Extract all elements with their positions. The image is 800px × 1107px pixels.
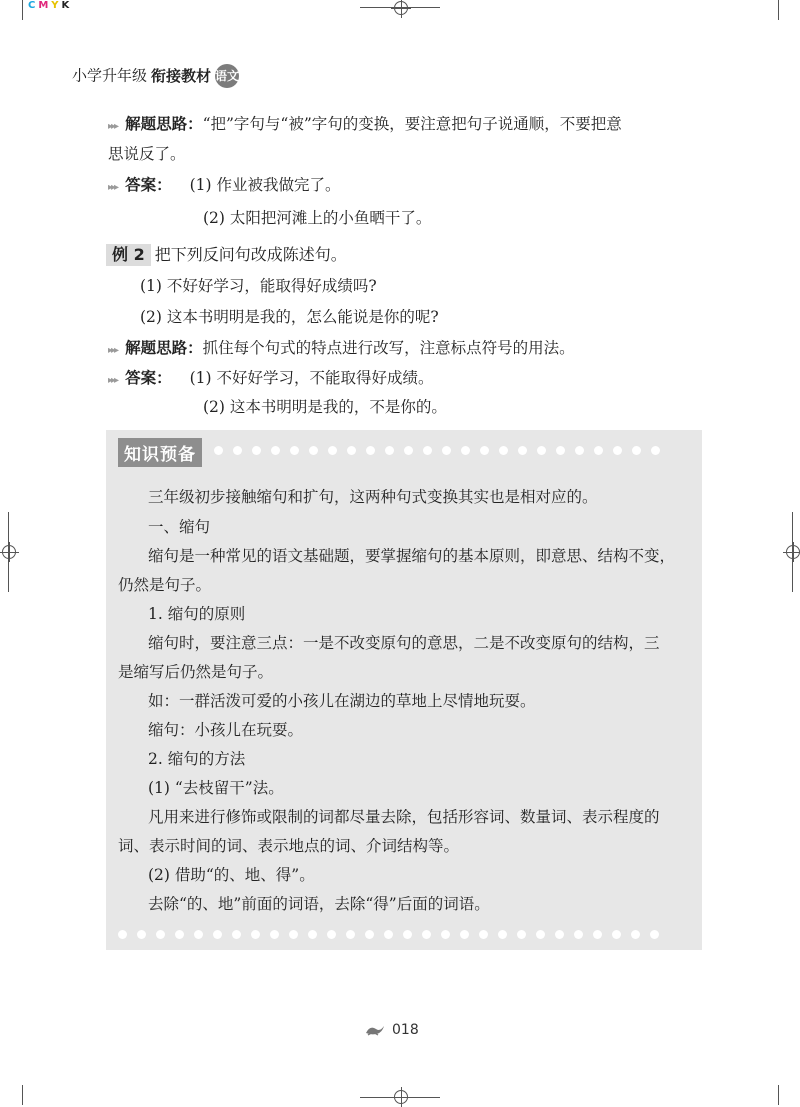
- border-dot: [461, 446, 470, 455]
- answer-text: (1) 作业被我做完了。: [189, 176, 341, 194]
- registration-mark-icon: [394, 1, 408, 15]
- header-series: 小学升年级: [72, 66, 148, 85]
- crop-mark: [22, 0, 23, 20]
- registration-mark-icon: [394, 1090, 408, 1104]
- border-dot: [479, 930, 488, 939]
- page-number-text: 018: [392, 1022, 419, 1038]
- answer-text: (1) 不好好学习，不能取得好成绩。: [189, 369, 434, 387]
- cmyk-m: M: [38, 0, 52, 11]
- crop-mark: [792, 512, 793, 592]
- border-dot: [270, 930, 279, 939]
- border-dot: [651, 446, 660, 455]
- question-2: [140, 306, 439, 328]
- registration-mark-icon: [786, 545, 800, 559]
- border-dot: [536, 930, 545, 939]
- dotted-border-top: [214, 446, 660, 456]
- border-dot: [156, 930, 165, 939]
- knowledge-line: 仍然是句子。: [118, 576, 212, 594]
- border-dot: [613, 446, 622, 455]
- border-dot: [631, 930, 640, 939]
- border-dot: [442, 446, 451, 455]
- continuation-text: 思说反了。: [108, 145, 186, 163]
- question-1: [140, 275, 377, 297]
- arrow-marker-icon: ▸▸▸: [108, 121, 118, 132]
- answer-line: [108, 367, 433, 392]
- border-dot: [593, 930, 602, 939]
- border-dot: [347, 446, 356, 455]
- border-dot: [137, 930, 146, 939]
- solution-idea-label: 解题思路：: [125, 115, 203, 133]
- border-dot: [327, 930, 336, 939]
- border-dot: [441, 930, 450, 939]
- registration-mark-icon: [2, 545, 16, 559]
- border-dot: [214, 446, 223, 455]
- cmyk-k: K: [61, 0, 73, 11]
- knowledge-box-title: 知识预备: [118, 438, 202, 467]
- border-dot: [556, 446, 565, 455]
- cmyk-y: Y: [51, 0, 62, 11]
- solution-idea-line: [108, 337, 575, 362]
- border-dot: [308, 930, 317, 939]
- subject-badge: 语文: [215, 64, 239, 88]
- border-dot: [233, 446, 242, 455]
- knowledge-line: 如：一群活泼可爱的小孩儿在湖边的草地上尽情地玩耍。: [148, 692, 536, 710]
- border-dot: [290, 446, 299, 455]
- border-dot: [499, 446, 508, 455]
- border-dot: [384, 930, 393, 939]
- running-header: [72, 64, 239, 88]
- answer-line-2: [203, 396, 447, 418]
- arrow-marker-icon: ▸▸▸: [108, 345, 118, 356]
- border-dot: [328, 446, 337, 455]
- arrow-marker-icon: ▸▸▸: [108, 375, 118, 386]
- example-2-heading: [106, 244, 347, 266]
- border-dot: [252, 446, 261, 455]
- dotted-border-bottom: [118, 930, 659, 940]
- crop-mark: [778, 1085, 779, 1105]
- knowledge-line: 是缩写后仍然是句子。: [118, 663, 274, 681]
- border-dot: [537, 446, 546, 455]
- cmyk-color-bar: [28, 0, 72, 11]
- example-prompt: 把下列反问句改成陈述句。: [154, 245, 347, 264]
- border-dot: [289, 930, 298, 939]
- solution-idea-text: “把”字句与“被”字句的变换，要注意把句子说通顺，不要把意: [202, 115, 622, 133]
- answer-label: 答案：: [125, 369, 172, 387]
- border-dot: [404, 446, 413, 455]
- border-dot: [575, 446, 584, 455]
- border-dot: [271, 446, 280, 455]
- knowledge-line: 一、缩句: [148, 518, 211, 536]
- knowledge-line: 凡用来进行修饰或限制的词都尽量去除，包括形容词、数量词、表示程度的: [148, 808, 660, 826]
- knowledge-line: 缩句：小孩儿在玩耍。: [148, 721, 304, 739]
- border-dot: [612, 930, 621, 939]
- border-dot: [403, 930, 412, 939]
- crop-mark: [8, 512, 9, 592]
- solution-idea-line: [108, 113, 622, 138]
- answer-text: (2) 太阳把河滩上的小鱼晒干了。: [203, 209, 432, 227]
- knowledge-line: 去除“的、地”前面的词语，去除“得”后面的词语。: [148, 895, 490, 913]
- cmyk-c: C: [28, 0, 39, 11]
- border-dot: [650, 930, 659, 939]
- solution-idea-label: 解题思路：: [125, 339, 203, 357]
- border-dot: [422, 930, 431, 939]
- border-dot: [517, 930, 526, 939]
- border-dot: [518, 446, 527, 455]
- page-number: [364, 1022, 419, 1038]
- border-dot: [365, 930, 374, 939]
- knowledge-line: 缩句时，要注意三点：一是不改变原句的意思，二是不改变原句的结构，三: [148, 634, 660, 652]
- page-number-ornament-icon: [364, 1023, 386, 1037]
- crop-mark: [22, 1085, 23, 1105]
- border-dot: [118, 930, 127, 939]
- knowledge-line: 1. 缩句的原则: [148, 605, 246, 623]
- knowledge-line: 词、表示时间的词、表示地点的词、介词结构等。: [118, 837, 460, 855]
- solution-idea-continuation: [108, 143, 186, 165]
- answer-line-2: [203, 207, 431, 229]
- knowledge-line: 三年级初步接触缩句和扩句，这两种句式变换其实也是相对应的。: [148, 488, 598, 506]
- border-dot: [175, 930, 184, 939]
- example-label: 例 2: [106, 244, 151, 266]
- border-dot: [194, 930, 203, 939]
- knowledge-line: 2. 缩句的方法: [148, 750, 246, 768]
- arrow-marker-icon: ▸▸▸: [108, 182, 118, 193]
- border-dot: [632, 446, 641, 455]
- border-dot: [232, 930, 241, 939]
- question-text: (1) 不好好学习，能取得好成绩吗?: [140, 277, 377, 295]
- border-dot: [574, 930, 583, 939]
- knowledge-line: (2) 借助“的、地、得”。: [148, 866, 315, 884]
- header-title: 衔接教材: [151, 66, 212, 85]
- border-dot: [594, 446, 603, 455]
- border-dot: [213, 930, 222, 939]
- knowledge-line: 缩句是一种常见的语文基础题，要掌握缩句的基本原则，即意思、结构不变，: [148, 547, 676, 565]
- border-dot: [480, 446, 489, 455]
- border-dot: [385, 446, 394, 455]
- knowledge-line: (1) “去枝留干”法。: [148, 779, 284, 797]
- answer-text: (2) 这本书明明是我的，不是你的。: [203, 398, 447, 416]
- solution-idea-text: 抓住每个句式的特点进行改写，注意标点符号的用法。: [202, 339, 575, 357]
- answer-line: [108, 174, 340, 199]
- border-dot: [555, 930, 564, 939]
- border-dot: [309, 446, 318, 455]
- crop-mark: [778, 0, 779, 20]
- border-dot: [251, 930, 260, 939]
- border-dot: [423, 446, 432, 455]
- border-dot: [498, 930, 507, 939]
- answer-label: 答案：: [125, 176, 172, 194]
- border-dot: [460, 930, 469, 939]
- question-text: (2) 这本书明明是我的，怎么能说是你的呢?: [140, 308, 439, 326]
- border-dot: [366, 446, 375, 455]
- border-dot: [346, 930, 355, 939]
